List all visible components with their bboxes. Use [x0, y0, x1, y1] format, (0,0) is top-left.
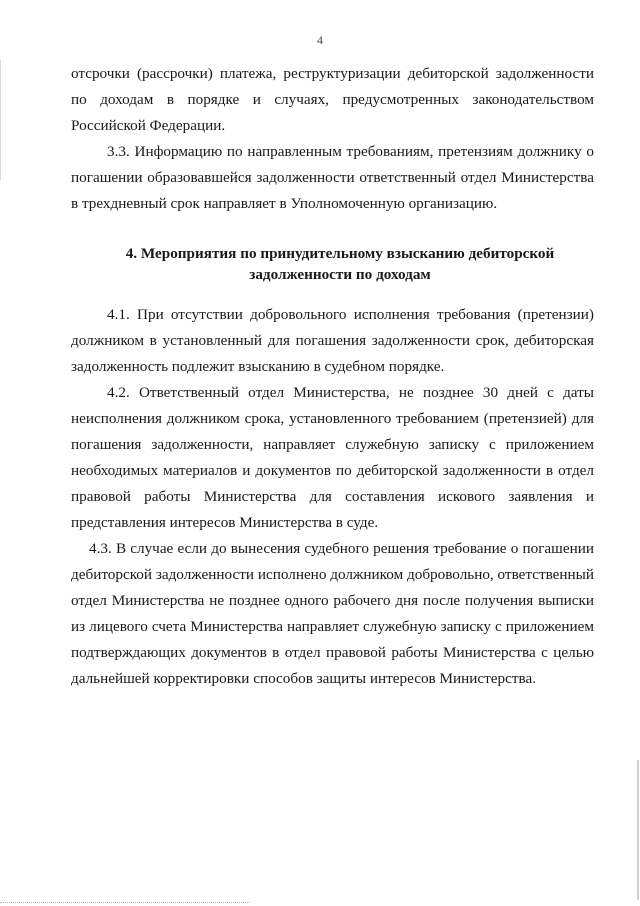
scan-edge-mark — [0, 60, 1, 180]
paragraph-4-2: 4.2. Ответственный отдел Министерства, не позднее 30 дней с даты неисполнения должником срока, установленного требованием (претензией) для погашения задолженности, направляет служебную записку с приложением необходимых материалов и документов по дебиторской задолженности в отдел правовой работы Министерства для составления искового заявления и представления интересов Министерства в суде. — [71, 384, 594, 531]
paragraph-4-1: 4.1. При отсутствии добровольного исполнения требования (претензии) должником в установленный для погашения задолженности срок, дебиторская задолженность подлежит взысканию в судебном порядке. — [71, 306, 594, 375]
page-number: 4 — [317, 33, 323, 47]
scan-edge-mark — [0, 901, 250, 903]
paragraph-4-3: 4.3. В случае если до вынесения судебного решения требование о погашении дебиторской задолженности исполнено должником добровольно, ответственный отдел Министерства не позднее одного рабочего дня после получения выписки из лицевого счета Министерства направляет служебную записку с приложением подтверждающих документов в отдел правовой работы Министерства с целью дальнейшей корректировки способов защиты интересов Министерства. — [71, 540, 594, 687]
section-heading: 4. Мероприятия по принудительному взысканию дебиторской задолженности по доходам — [125, 245, 555, 283]
paragraph-continuation: отсрочки (рассрочки) платежа, реструктуризации дебиторской задолженности по доходам в порядке и случаях, предусмотренных законодательством Российской Федерации. — [71, 65, 594, 134]
paragraph-3-3: 3.3. Информацию по направленным требованиям, претензиям должнику о погашении образовавшейся задолженности ответственный отдел Министерства в трехдневный срок направляет в Уполномоченную организацию. — [71, 143, 594, 212]
scan-edge-mark — [637, 760, 639, 900]
